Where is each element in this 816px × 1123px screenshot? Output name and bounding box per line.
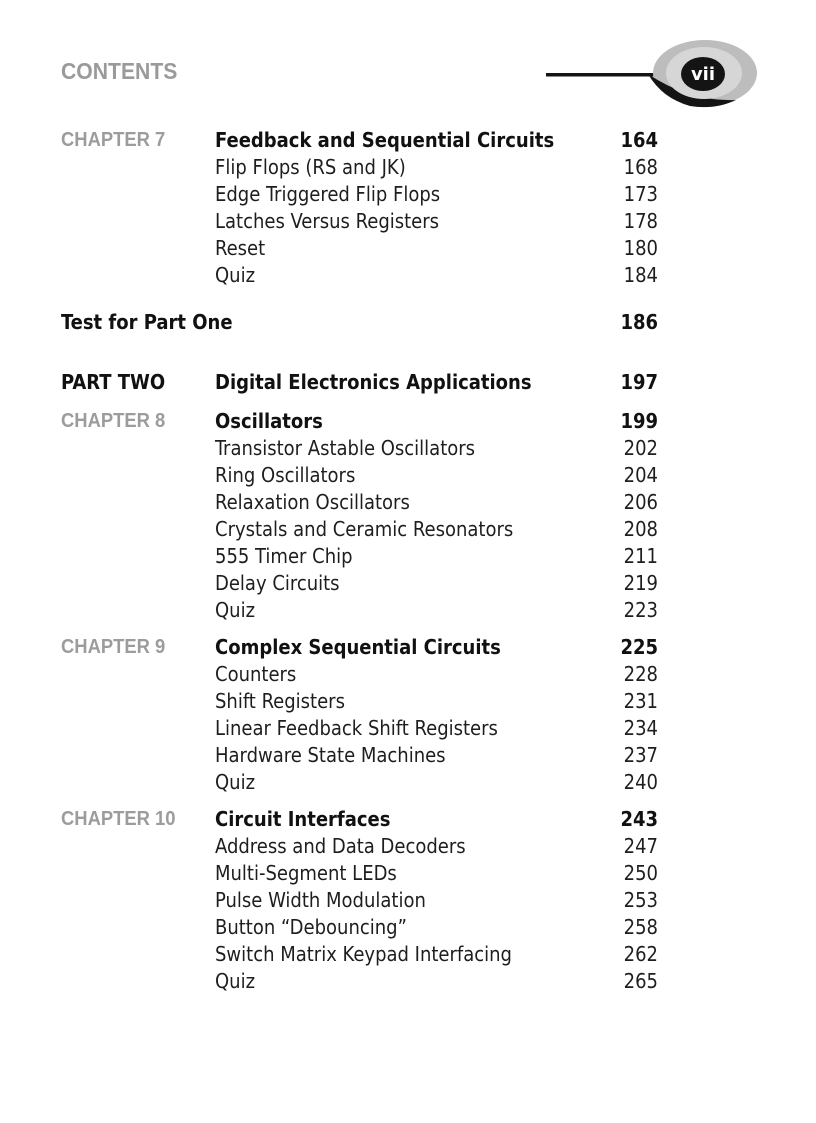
section-title: Address and Data Decoders [215,834,466,858]
section-title: Quiz [215,598,256,622]
section-title: Delay Circuits [215,571,340,595]
page-number: 265 [623,969,658,993]
page-number: 250 [623,861,658,885]
page-number: 186 [620,310,658,334]
page-number: 243 [620,807,658,831]
toc-item[interactable] [0,769,816,796]
toc-item[interactable] [0,208,816,235]
toc-item[interactable] [0,860,816,887]
page-number: 211 [623,544,658,568]
toc-item[interactable] [0,154,816,181]
page-number: 253 [623,888,658,912]
chapter-label: CHAPTER 8 [61,410,166,432]
page-number: 184 [623,263,658,287]
page-number: 258 [623,915,658,939]
page-number: 168 [623,155,658,179]
page-number: 262 [623,942,658,966]
section-title: Latches Versus Registers [215,209,440,233]
page-number: 234 [623,716,658,740]
toc-item[interactable] [0,597,816,624]
toc-item[interactable] [0,833,816,860]
section-title: Hardware State Machines [215,743,446,767]
section-title: Quiz [215,770,256,794]
page-number: 208 [623,517,658,541]
page-number: 173 [623,182,658,206]
page-number-badge [540,36,760,116]
page-number: 225 [620,635,658,659]
section-title: Flip Flops (RS and JK) [215,155,406,179]
page-number: 204 [623,463,658,487]
page-number: 219 [623,571,658,595]
chapter-title: Circuit Interfaces [215,807,391,831]
section-title: Switch Matrix Keypad Interfacing [215,942,512,966]
toc-item[interactable] [0,715,816,742]
chapter-title: Oscillators [215,409,323,433]
toc-test-part-one[interactable] [0,309,816,336]
toc-item[interactable] [0,262,816,289]
toc-item[interactable] [0,570,816,597]
chapter-title: Complex Sequential Circuits [215,635,501,659]
section-title: Transistor Astable Oscillators [215,436,476,460]
page-number: vii [690,64,716,85]
chapter-label: CHAPTER 7 [61,129,166,151]
section-title: Crystals and Ceramic Resonators [215,517,514,541]
section-title: Ring Oscillators [215,463,356,487]
toc-item[interactable] [0,887,816,914]
toc-item[interactable] [0,688,816,715]
toc-chapter-7[interactable] [0,127,816,154]
toc-item[interactable] [0,914,816,941]
part-label: PART TWO [61,370,166,394]
toc-item[interactable] [0,941,816,968]
section-title: Counters [215,662,297,686]
section-title: Quiz [215,263,256,287]
page-number: 178 [623,209,658,233]
toc-chapter-8[interactable] [0,408,816,435]
toc-item[interactable] [0,516,816,543]
toc-item[interactable] [0,462,816,489]
toc-item[interactable] [0,742,816,769]
section-title: Multi-Segment LEDs [215,861,397,885]
page-number: 197 [620,370,658,394]
section-title: Reset [215,236,266,260]
page-number: 202 [623,436,658,460]
toc-chapter-9[interactable] [0,634,816,661]
test-title: Test for Part One [61,310,233,334]
toc-item[interactable] [0,435,816,462]
page-number: 247 [623,834,658,858]
chapter-label: CHAPTER 10 [61,808,176,830]
page-number: 164 [620,128,658,152]
section-title: Relaxation Oscillators [215,490,410,514]
page-header-title: CONTENTS [61,58,178,84]
chapter-label: CHAPTER 9 [61,636,166,658]
section-title: Shift Registers [215,689,345,713]
section-title: 555 Timer Chip [215,544,353,568]
page-number: 199 [620,409,658,433]
page-number: 231 [623,689,658,713]
section-title: Edge Triggered Flip Flops [215,182,441,206]
page-number: 206 [623,490,658,514]
section-title: Pulse Width Modulation [215,888,426,912]
toc-item[interactable] [0,543,816,570]
chapter-title: Feedback and Sequential Circuits [215,128,555,152]
page-number: 240 [623,770,658,794]
toc-part-two[interactable] [0,369,816,396]
toc-item[interactable] [0,661,816,688]
toc-item[interactable] [0,489,816,516]
section-title: Button “Debouncing” [215,915,407,939]
page-number: 180 [623,236,658,260]
toc-item[interactable] [0,968,816,995]
toc-item[interactable] [0,235,816,262]
page-number: 228 [623,662,658,686]
page-number: 223 [623,598,658,622]
toc-item[interactable] [0,181,816,208]
section-title: Linear Feedback Shift Registers [215,716,498,740]
section-title: Quiz [215,969,256,993]
part-title: Digital Electronics Applications [215,370,532,394]
page-number: 237 [623,743,658,767]
toc-chapter-10[interactable] [0,806,816,833]
